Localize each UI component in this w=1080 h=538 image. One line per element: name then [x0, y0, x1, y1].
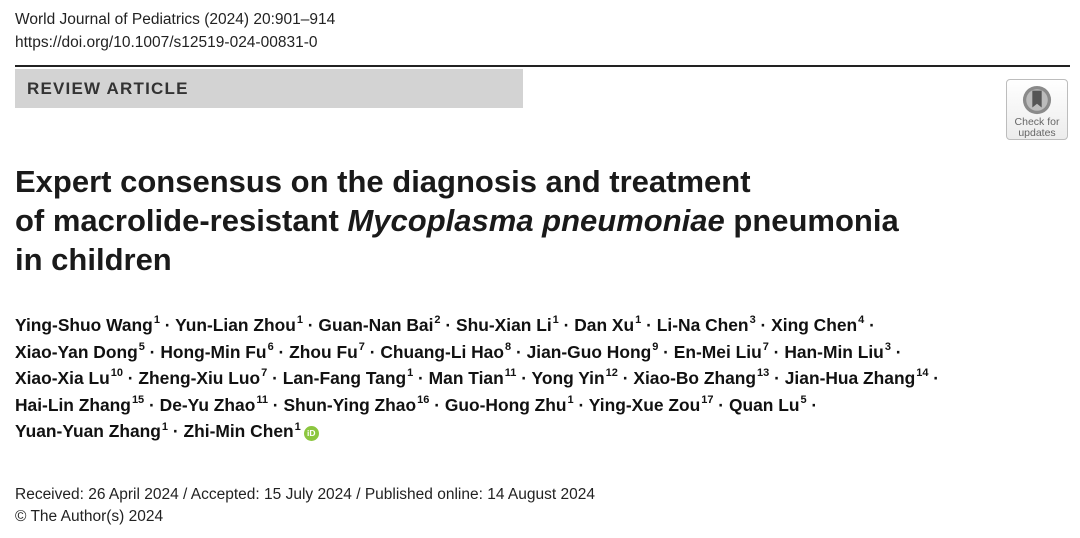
- title-line-2: of macrolide-resistant Mycoplasma pneumoniae pneumonia: [15, 203, 899, 238]
- author-name: Man Tian: [428, 368, 504, 389]
- check-for-updates-button[interactable]: [1006, 79, 1068, 140]
- author[interactable]: [175, 315, 303, 335]
- author-name: Xiao-Yan Dong: [15, 341, 138, 362]
- author[interactable]: [318, 315, 440, 335]
- author-name: Zhou Fu: [289, 341, 358, 362]
- author[interactable]: [289, 342, 365, 362]
- author[interactable]: [771, 315, 864, 335]
- affiliation-number: 11: [256, 393, 268, 406]
- author[interactable]: [445, 395, 574, 415]
- title-line-3: in children: [15, 242, 172, 277]
- affiliation-number: 10: [110, 367, 123, 380]
- author[interactable]: [380, 342, 511, 362]
- author-separator: ·: [755, 315, 772, 335]
- author-name: Hai-Lin Zhang: [15, 394, 131, 415]
- author[interactable]: [527, 342, 659, 362]
- author-name: Jian-Guo Hong: [526, 341, 652, 362]
- journal-header: [15, 8, 335, 54]
- author[interactable]: [160, 342, 273, 362]
- affiliation-number: 1: [552, 314, 559, 327]
- affiliation-number: 17: [701, 393, 714, 406]
- affiliation-number: 16: [417, 393, 430, 406]
- author-separator: ·: [890, 341, 902, 362]
- author-name: Yuan-Yuan Zhang: [15, 421, 161, 442]
- affiliation-number: 1: [296, 314, 303, 327]
- author-name: Chuang-Li Hao: [380, 341, 504, 362]
- affiliation-number: 7: [762, 340, 769, 353]
- author-separator: ·: [641, 315, 657, 335]
- author[interactable]: [15, 395, 144, 415]
- author-separator: ·: [267, 394, 284, 415]
- affiliation-number: 13: [757, 367, 770, 380]
- author-separator: ·: [558, 315, 575, 335]
- author[interactable]: [15, 421, 168, 441]
- author[interactable]: [633, 368, 769, 388]
- article-type-banner: [15, 69, 523, 108]
- author[interactable]: [456, 315, 559, 335]
- orcid-icon[interactable]: iD: [304, 426, 319, 441]
- author-name: Ying-Shuo Wang: [15, 315, 153, 335]
- title-line-1: Expert consensus on the diagnosis and treatment: [15, 164, 751, 199]
- author-separator: ·: [364, 341, 381, 362]
- author-name: De-Yu Zhao: [159, 394, 256, 415]
- author-separator: ·: [440, 315, 456, 335]
- author-separator: ·: [273, 341, 290, 362]
- author[interactable]: [15, 342, 145, 362]
- author-separator: ·: [768, 341, 785, 362]
- article-title: [15, 162, 915, 279]
- author-separator: ·: [617, 368, 634, 389]
- affiliation-number: 11: [504, 367, 517, 380]
- author[interactable]: [15, 315, 160, 335]
- check-for-updates-label: Check for updates: [1014, 116, 1060, 139]
- affiliation-number: 14: [916, 367, 929, 380]
- author[interactable]: [729, 395, 807, 415]
- author[interactable]: [532, 368, 618, 388]
- author[interactable]: [574, 315, 641, 335]
- author-name: Hong-Min Fu: [160, 341, 267, 362]
- publication-history: Received: 26 April 2024 / Accepted: 15 July 2024 / Published online: 14 August 2024: [15, 486, 595, 503]
- affiliation-number: 1: [407, 367, 414, 380]
- author-separator: ·: [806, 394, 818, 415]
- author-name: En-Mei Liu: [673, 341, 762, 362]
- author[interactable]: [15, 368, 123, 388]
- author-name: Zhi-Min Chen: [183, 421, 294, 442]
- author-separator: ·: [713, 394, 729, 415]
- author-name: Han-Min Liu: [784, 341, 884, 362]
- affiliation-number: 1: [567, 393, 574, 406]
- affiliation-number: 4: [858, 314, 865, 327]
- author-line: [15, 312, 1070, 339]
- affiliation-number: 1: [161, 420, 169, 433]
- affiliation-number: 7: [358, 340, 365, 353]
- author-name: Yun-Lian Zhou: [175, 315, 296, 335]
- author-separator: ·: [429, 394, 445, 415]
- author-separator: ·: [302, 315, 319, 335]
- author[interactable]: [784, 342, 891, 362]
- author-name: Shu-Xian Li: [456, 315, 552, 335]
- author-line: [15, 365, 1070, 392]
- journal-citation: World Journal of Pediatrics (2024) 20:901–914: [15, 11, 336, 28]
- affiliation-number: 15: [131, 393, 145, 406]
- affiliation-number: 1: [153, 314, 160, 327]
- author-line: [15, 392, 1070, 419]
- author[interactable]: [429, 368, 517, 388]
- author-separator: ·: [144, 341, 161, 362]
- affiliation-number: 6: [267, 340, 274, 353]
- author-name: Zheng-Xiu Luo: [138, 368, 261, 389]
- affiliation-number: 5: [800, 393, 807, 406]
- author-name: Xiao-Xia Lu: [15, 368, 110, 389]
- author[interactable]: [283, 395, 429, 415]
- check-for-updates-icon: [1021, 85, 1053, 115]
- author-separator: ·: [928, 368, 940, 389]
- author-separator: ·: [267, 368, 283, 389]
- affiliation-number: 12: [605, 367, 618, 380]
- author-name: Shun-Ying Zhao: [283, 394, 417, 415]
- author-separator: ·: [159, 315, 176, 335]
- affiliation-number: 5: [138, 340, 145, 353]
- author-name: Li-Na Chen: [656, 315, 749, 335]
- author-separator: ·: [658, 341, 674, 362]
- author-separator: ·: [516, 368, 532, 389]
- author-name: Ying-Xue Zou: [588, 394, 701, 415]
- affiliation-number: 2: [434, 314, 441, 327]
- author-name: Jian-Hua Zhang: [784, 368, 916, 389]
- affiliation-number: 1: [635, 314, 642, 327]
- author-name: Dan Xu: [574, 315, 635, 335]
- author-name: Xiao-Bo Zhang: [633, 368, 757, 389]
- author-name: Yong Yin: [531, 368, 605, 389]
- author-separator: ·: [573, 394, 589, 415]
- author-name: Guan-Nan Bai: [318, 315, 434, 335]
- affiliation-number: 3: [749, 314, 756, 327]
- author[interactable]: [674, 342, 769, 362]
- header-rule: [15, 65, 1070, 67]
- author-line: [15, 418, 1070, 445]
- doi-link[interactable]: https://doi.org/10.1007/s12519-024-00831-0: [15, 34, 318, 51]
- author-separator: ·: [864, 315, 875, 335]
- affiliation-number: 9: [652, 340, 659, 353]
- author-line: [15, 339, 1070, 366]
- author-name: Guo-Hong Zhu: [444, 394, 567, 415]
- author[interactable]: [184, 421, 319, 441]
- article-dates: [15, 484, 595, 528]
- author[interactable]: [283, 368, 413, 388]
- author-separator: ·: [769, 368, 785, 389]
- affiliation-number: 1: [294, 420, 301, 433]
- author-name: Lan-Fang Tang: [282, 368, 407, 389]
- affiliation-number: 8: [504, 340, 512, 353]
- author-separator: ·: [122, 368, 139, 389]
- affiliation-number: 7: [261, 367, 268, 380]
- species-name: Mycoplasma pneumoniae: [347, 203, 725, 238]
- author-separator: ·: [168, 421, 184, 442]
- copyright-notice: © The Author(s) 2024: [15, 508, 164, 525]
- author[interactable]: [589, 395, 714, 415]
- author[interactable]: [138, 368, 267, 388]
- author-separator: ·: [511, 341, 527, 362]
- author-separator: ·: [413, 368, 429, 389]
- author-name: Quan Lu: [728, 394, 800, 415]
- article-type-label: REVIEW ARTICLE: [27, 78, 189, 98]
- author[interactable]: [160, 395, 268, 415]
- author[interactable]: [785, 368, 929, 388]
- author-name: Xing Chen: [771, 315, 858, 335]
- author-separator: ·: [144, 394, 160, 415]
- affiliation-number: 3: [884, 340, 891, 353]
- author[interactable]: [657, 315, 756, 335]
- author-list: [15, 312, 1070, 445]
